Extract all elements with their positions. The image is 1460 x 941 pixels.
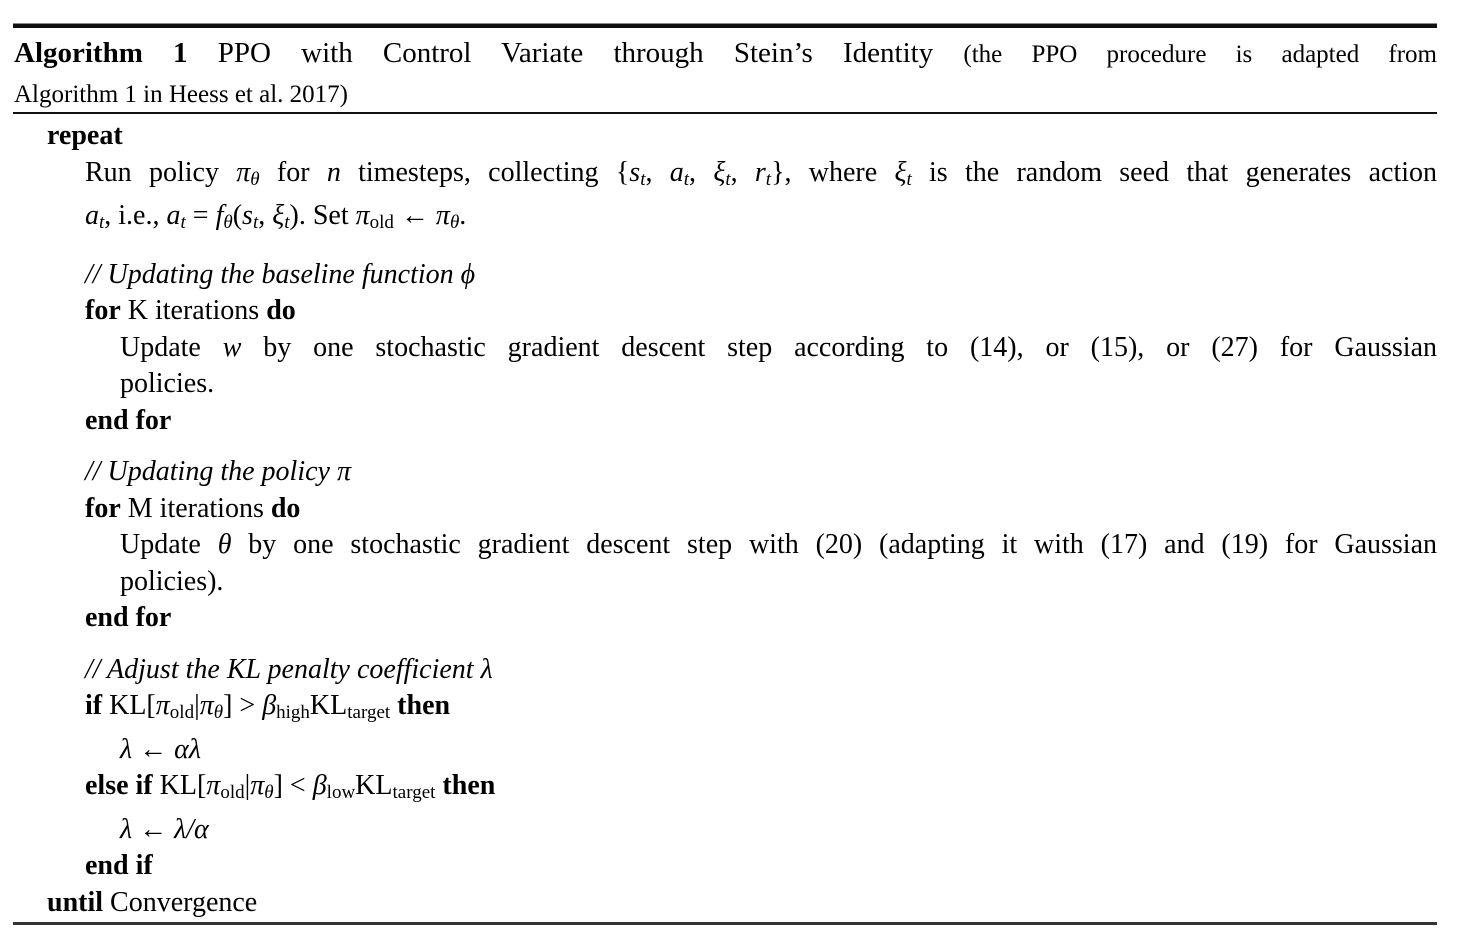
text-segment: PPO with Control Variate through Stein’s Identity: [187, 37, 964, 69]
text-segment: old: [169, 702, 195, 723]
update-w-line-2: [13, 366, 1437, 403]
if-kl-high-line: [13, 688, 1437, 732]
text-segment: π: [355, 200, 370, 231]
text-segment: Convergence: [103, 886, 258, 918]
text-segment: // Adjust the KL penalty coefficient λ: [85, 653, 493, 685]
comment-kl-adjust: [13, 652, 1437, 689]
text-segment: ,: [730, 156, 755, 188]
update-theta-line-2: [13, 564, 1437, 601]
text-segment: θ: [250, 168, 260, 190]
text-segment: KL: [355, 770, 393, 801]
text-segment: then: [397, 690, 451, 721]
text-segment: a: [669, 156, 684, 188]
text-segment: θ: [223, 212, 233, 233]
comment-policy-update: [13, 454, 1437, 491]
text-segment: by one stochastic gradient descent step with (20) (adapting it with (17) and (19) for Gaussian: [231, 529, 1438, 560]
text-segment: M iterations: [120, 492, 271, 524]
text-segment: ξ: [713, 156, 726, 188]
text-segment: Algorithm 1: [14, 37, 188, 69]
text-segment: target: [347, 702, 391, 723]
text-segment: f: [215, 200, 224, 231]
text-segment: until: [47, 886, 104, 918]
text-segment: policies).: [120, 565, 224, 597]
text-segment: π: [250, 770, 265, 801]
text-segment: Update: [120, 331, 223, 363]
text-segment: end for: [85, 602, 172, 633]
text-segment: ξ: [894, 156, 907, 188]
text-segment: high: [276, 702, 310, 723]
text-segment: end if: [85, 850, 153, 881]
update-w-line-1: [13, 330, 1437, 367]
text-segment: Algorithm 1 in Heess et al. 2017): [14, 81, 348, 108]
text-segment: π: [236, 156, 251, 188]
bottom-rule: [13, 922, 1437, 925]
text-segment: // Updating the policy π: [85, 456, 351, 487]
text-segment: π: [206, 770, 221, 801]
text-segment: // Updating the baseline function ϕ: [85, 258, 476, 290]
text-segment: ,: [689, 156, 714, 188]
text-segment: do: [270, 492, 301, 524]
text-segment: ] <: [273, 770, 313, 801]
text-segment: Update: [120, 529, 218, 560]
title-line-2: [14, 74, 1437, 114]
text-segment: θ: [449, 212, 460, 233]
text-segment: Run policy: [85, 156, 237, 188]
text-segment: KL[: [102, 690, 156, 721]
text-segment: θ: [264, 782, 274, 803]
text-segment: π: [199, 690, 214, 721]
title-line-1: [14, 34, 1437, 74]
end-for-baseline-line: [13, 403, 1437, 440]
algorithm-body: [13, 114, 1437, 921]
text-segment: θ: [213, 702, 224, 723]
lambda-decrease-line: [13, 812, 1437, 849]
comment-baseline-update: [13, 257, 1437, 294]
text-segment: end for: [85, 404, 172, 436]
text-segment: β: [312, 770, 327, 801]
lambda-increase-line: [13, 732, 1437, 769]
text-segment: do: [266, 295, 296, 326]
text-segment: target: [392, 782, 436, 803]
text-segment: =: [185, 200, 216, 231]
text-segment: w: [222, 331, 242, 363]
text-segment: is the random seed that generates action: [911, 156, 1437, 188]
text-segment: s: [629, 156, 641, 188]
text-segment: t: [284, 212, 290, 233]
text-segment: λ: [120, 813, 133, 845]
text-segment: λ: [120, 733, 133, 765]
text-segment: ). Set: [289, 200, 356, 231]
text-segment: a: [85, 200, 99, 231]
text-segment: |: [194, 690, 200, 721]
text-segment: t: [640, 168, 646, 190]
text-segment: t: [765, 168, 772, 190]
until-line: [13, 885, 1437, 922]
text-segment: ←: [132, 733, 175, 765]
top-rule: [13, 23, 1437, 28]
run-policy-line-2: [13, 198, 1437, 242]
text-segment: old: [369, 212, 394, 233]
text-segment: ←: [132, 813, 175, 845]
text-segment: αλ: [174, 733, 201, 765]
text-segment: |: [244, 770, 251, 801]
end-if-line: [13, 848, 1437, 885]
text-segment: timesteps, collecting {: [340, 156, 630, 188]
algorithm-title: [13, 34, 1437, 112]
text-segment: ,: [258, 200, 273, 231]
text-segment: t: [683, 168, 690, 190]
algorithm-figure: [13, 23, 1437, 925]
text-segment: π: [435, 200, 450, 231]
text-segment: ξ: [272, 200, 285, 231]
text-segment: ,: [645, 156, 670, 188]
text-segment: .: [459, 200, 467, 231]
text-segment: t: [906, 168, 912, 190]
for-k-iterations-line: [13, 293, 1437, 330]
text-segment: then: [442, 770, 496, 801]
text-segment: t: [99, 212, 105, 233]
text-segment: else if: [85, 770, 153, 801]
text-segment: ←: [393, 200, 436, 231]
text-segment: , i.e.,: [104, 200, 167, 231]
text-segment: for: [259, 156, 327, 188]
text-segment: for: [85, 295, 121, 326]
repeat-line: [13, 118, 1437, 155]
update-theta-line-1: [13, 527, 1437, 564]
text-segment: K iterations: [120, 295, 267, 326]
else-if-kl-low-line: [13, 768, 1437, 812]
text-segment: old: [220, 782, 245, 803]
text-segment: repeat: [47, 120, 123, 151]
text-segment: low: [326, 782, 356, 803]
text-segment: by one stochastic gradient descent step according to (14), or (15), or (27) for Gaussian: [241, 331, 1437, 363]
text-segment: t: [725, 168, 731, 190]
text-segment: (: [232, 200, 243, 231]
text-segment: for: [85, 492, 121, 524]
text-segment: KL: [309, 690, 348, 721]
text-segment: β: [262, 690, 277, 721]
text-segment: r: [754, 156, 766, 188]
text-segment: t: [180, 212, 186, 233]
text-segment: π: [155, 690, 170, 721]
run-policy-line-1: [13, 155, 1437, 199]
text-segment: a: [166, 200, 181, 231]
text-segment: policies.: [120, 368, 215, 399]
for-m-iterations-line: [13, 491, 1437, 528]
text-segment: if: [85, 690, 103, 721]
text-segment: n: [326, 156, 341, 188]
text-segment: s: [242, 200, 253, 231]
text-segment: λ/α: [174, 813, 209, 845]
text-segment: }, where: [771, 156, 895, 188]
text-segment: KL[: [152, 770, 207, 801]
text-segment: (the PPO procedure is adapted from: [963, 41, 1437, 68]
text-segment: ] >: [223, 690, 263, 721]
text-segment: θ: [217, 529, 232, 560]
text-segment: t: [252, 212, 259, 233]
end-for-policy-line: [13, 600, 1437, 637]
